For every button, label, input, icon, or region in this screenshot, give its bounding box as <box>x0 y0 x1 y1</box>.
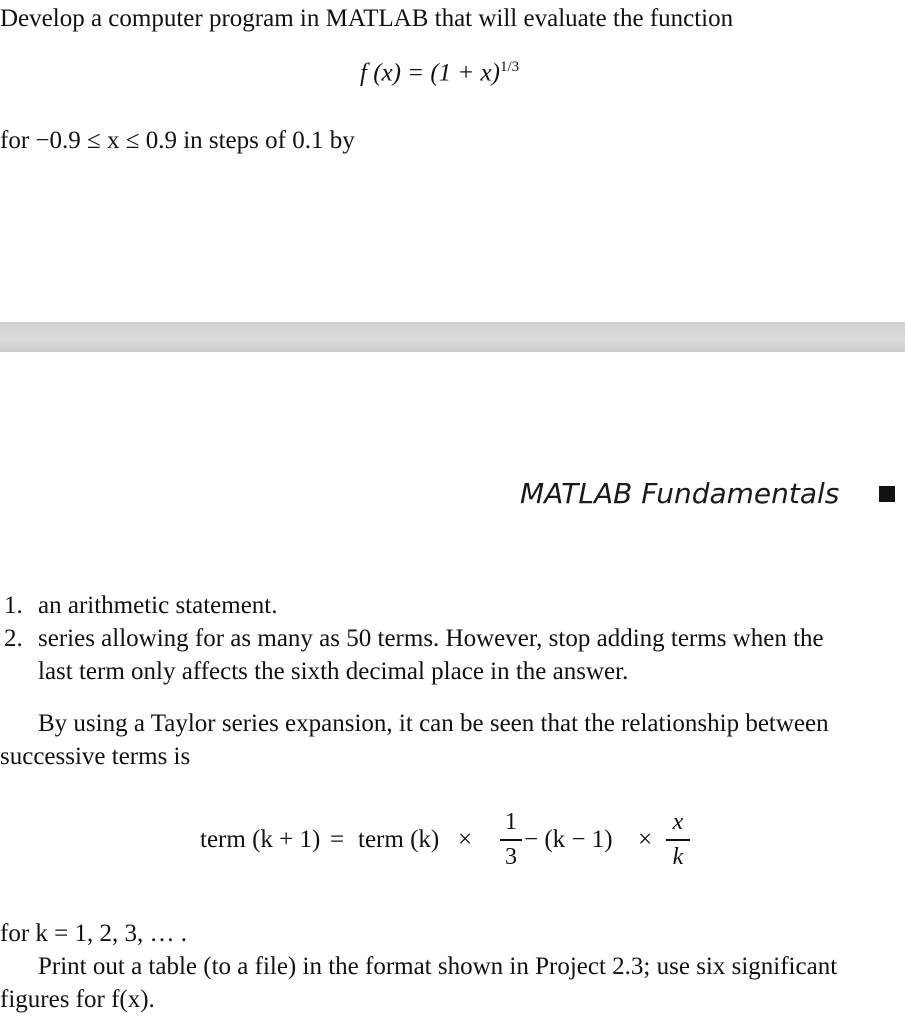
fraction-one-third-bar <box>500 839 522 841</box>
formula-times-2: × <box>638 826 653 853</box>
taylor-paragraph-line1: By using a Taylor series expansion, it can be seen that the relationship between <box>38 710 829 737</box>
intro-line: Develop a computer program in MATLAB that will evaluate the function <box>0 5 734 32</box>
function-equation-lhs: f (x) = (1 + x) <box>360 59 500 87</box>
print-instruction-line1: Print out a table (to a file) in the format shown in Project 2.3; use six significant <box>38 953 838 980</box>
page-divider <box>0 322 905 352</box>
list-item-number: 1. <box>4 592 23 619</box>
print-instruction-line2: figures for f(x). <box>0 986 155 1013</box>
list-item-text: an arithmetic statement. <box>38 592 278 619</box>
fraction-one-third-denominator: 3 <box>505 844 517 870</box>
fraction-x-over-k-denominator: k <box>672 844 684 870</box>
fraction-x-over-k-numerator: x <box>672 809 684 835</box>
page-header-title: MATLAB Fundamentals <box>520 477 840 510</box>
list-item-text: series allowing for as many as 50 terms. However, stop adding terms when the <box>38 625 824 652</box>
formula-equals: = <box>330 826 345 853</box>
header-square-icon <box>879 486 895 502</box>
list-item-text-continued: last term only affects the sixth decimal place in the answer. <box>38 658 629 685</box>
for-k-line: for k = 1, 2, 3, … . <box>0 920 187 947</box>
formula-times-1: × <box>458 826 473 853</box>
formula-lhs: term (k + 1) <box>200 826 321 853</box>
formula-minus-part: − (k − 1) <box>524 826 613 853</box>
range-line: for −0.9 ≤ x ≤ 0.9 in steps of 0.1 by <box>0 127 355 154</box>
formula-term-k: term (k) <box>358 826 440 853</box>
function-exponent: 1/3 <box>499 59 520 75</box>
function-equation <box>360 52 519 88</box>
taylor-paragraph-line2: successive terms is <box>0 743 191 770</box>
fraction-x-over-k-bar <box>666 839 690 841</box>
list-item-number: 2. <box>4 625 23 652</box>
fraction-one-third-numerator: 1 <box>505 809 517 835</box>
